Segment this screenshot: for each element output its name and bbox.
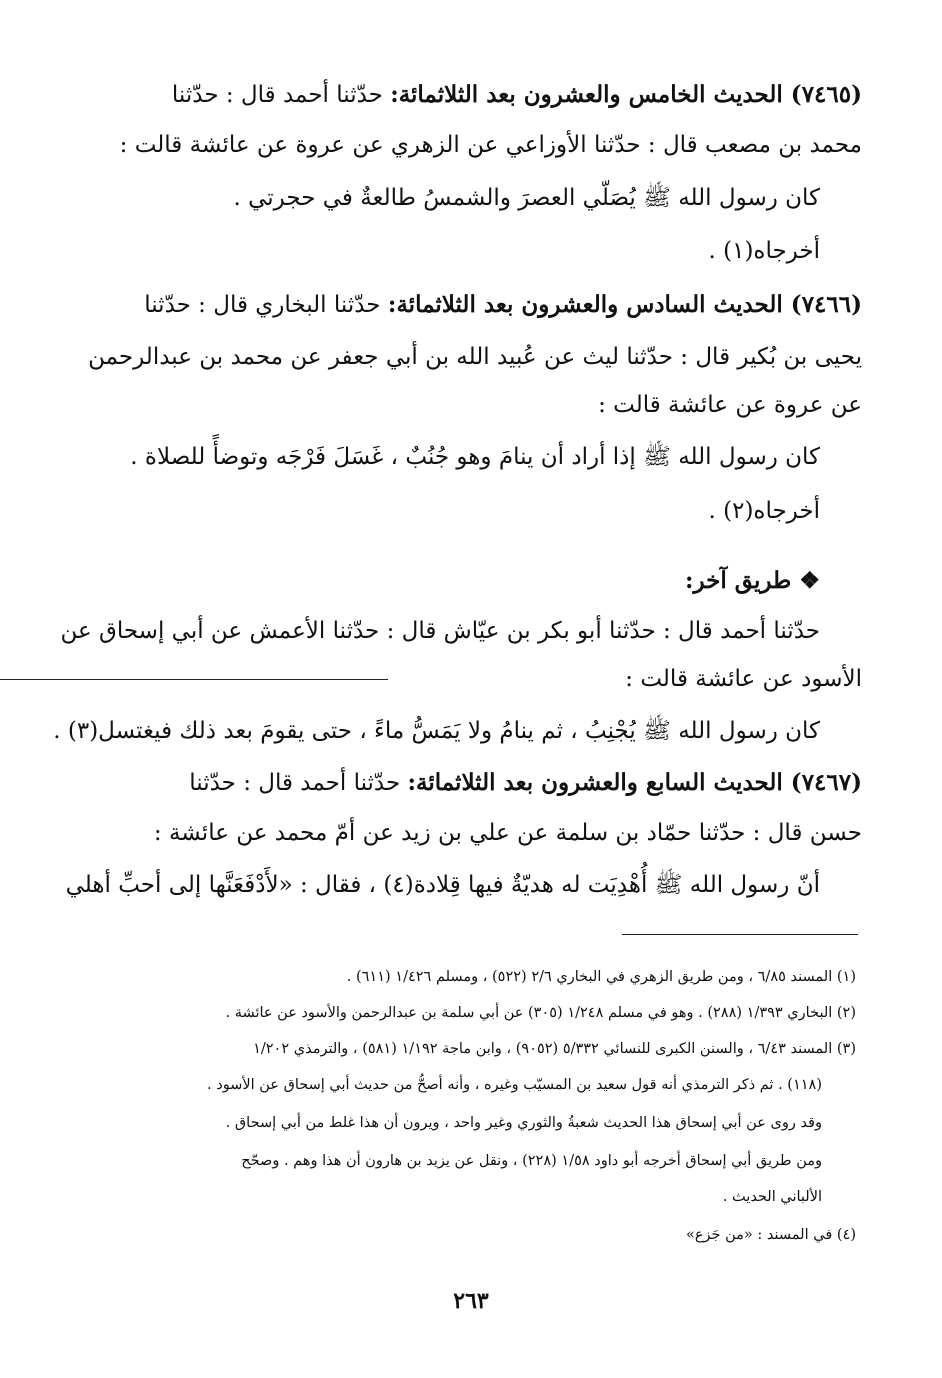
matn-line [53, 716, 820, 746]
isnad-line [598, 390, 862, 420]
isnad-text: حسن قال : حدّثنا حمّاد بن سلمة عن علي بن زيد عن أمّ محمد عن عائشة : [153, 820, 862, 846]
hadith-7465-heading [172, 80, 862, 110]
matn-text: كان رسول الله ﷺ يُجْنِبُ ، ثم ينامُ ولا يَمَسُّ ماءً ، حتى يقومَ بعد ذلك فيغتسل(٣) . [53, 718, 820, 744]
footnote-text: (٢) البخاري ١/٣٩٣ (٢٨٨) . وهو في مسلم ١/٢٤٨ (٣٠٥) عن أبي سلمة بن عبدالرحمن والأسود عن عائشة . [225, 1005, 856, 1021]
footnote-3-cont [241, 1150, 822, 1172]
hadith-number-title: (٧٤٦٧) الحديث السابع والعشرون بعد الثلاثمائة: [407, 769, 862, 796]
section-heading: ❖ طريق آخر: [684, 567, 820, 594]
footnote-4 [686, 1224, 856, 1246]
takhrij-text: أخرجاه(١) . [708, 238, 820, 264]
footnote-3 [253, 1038, 856, 1060]
takhrij-line [708, 236, 820, 266]
isnad-text: حدّثنا أحمد قال : حدّثنا [189, 770, 408, 796]
matn-text: كان رسول الله ﷺ إذا أراد أن ينامَ وهو جُنُبٌ ، غَسَلَ فَرْجَه وتوضأً للصلاة . [130, 444, 820, 470]
takhrij-text: أخرجاه(٢) . [708, 498, 820, 524]
isnad-text: يحيى بن بُكير قال : حدّثنا ليث عن عُبيد الله بن أبي جعفر عن محمد بن عبدالرحمن [88, 344, 862, 370]
footnote-2 [226, 1002, 856, 1024]
isnad-text: حدّثنا أحمد قال : حدّثنا أبو بكر بن عيّاش قال : حدّثنا الأعمش عن أبي إسحاق عن [60, 618, 820, 644]
isnad-text: حدّثنا البخاري قال : حدّثنا [144, 292, 388, 318]
footnote-text: وقد روى عن أبي إسحاق هذا الحديث شعبةُ والثوري وغير واحد ، ويرون أن هذا غلط من أبي إسحاق . [225, 1115, 822, 1131]
hadith-number-title: (٧٤٦٥) الحديث الخامس والعشرون بعد الثلاثمائة: [390, 81, 862, 108]
isnad-line [625, 664, 862, 694]
footnote-1 [347, 966, 856, 988]
isnad-text: حدّثنا أحمد قال : حدّثنا [171, 82, 391, 108]
another-route-heading [685, 566, 820, 596]
hadith-7466-heading [144, 290, 862, 320]
page-number: ٢٦٣ [453, 1288, 489, 1314]
footnote-text: (٣) المسند ٦/٤٣ ، والسنن الكبرى للنسائي ٥/٣٣٢ (٩٠٥٢) ، وابن ماجة ١/١٩٢ (٥٨١) ، والترمذي ١/٢٠٢ [253, 1041, 856, 1057]
footnote-separator [622, 934, 858, 935]
matn-line [233, 183, 820, 213]
isnad-text: محمد بن مصعب قال : حدّثنا الأوزاعي عن الزهري عن عروة عن عائشة قالت : [119, 132, 862, 158]
matn-line [66, 870, 820, 900]
footnote-text: (١) المسند ٦/٨٥ ، ومن طريق الزهري في البخاري ٢/٦ (٥٢٢) ، ومسلم ١/٤٢٦ (٦١١) . [346, 969, 856, 985]
footnote-text: الألباني الحديث . [722, 1189, 822, 1205]
footnote-text: (٤) في المسند : «من جَزع» [686, 1227, 856, 1243]
hadith-number-title: (٧٤٦٦) الحديث السادس والعشرون بعد الثلاثمائة: [387, 291, 862, 318]
takhrij-line [708, 496, 820, 526]
footnote-3-cont [723, 1186, 822, 1208]
matn-text: كان رسول الله ﷺ يُصَلّي العصرَ والشمسُ طالعةٌ في حجرتي . [233, 185, 820, 211]
margin-rule [0, 679, 388, 680]
isnad-text: الأسود عن عائشة قالت : [625, 666, 862, 692]
isnad-line [154, 818, 862, 848]
matn-text: أنّ رسول الله ﷺ أُهْدِيَت له هديّةٌ فيها قِلادة(٤) ، فقال : «لأَدْفَعَنَّها إلى أحبِّ أهلي [65, 872, 820, 898]
footnote-3-cont [207, 1074, 822, 1096]
hadith-7467-heading [189, 768, 862, 798]
footnote-text: (١١٨) . ثم ذكر الترمذي أنه قول سعيد بن المسيّب وغيره ، وأنه أصحُّ من حديث أبي إسحاق عن الأسود . [207, 1077, 822, 1093]
isnad-text: عن عروة عن عائشة قالت : [598, 392, 862, 418]
isnad-line [120, 130, 862, 160]
footnote-text: ومن طريق أبي إسحاق أخرجه أبو داود ١/٥٨ (٢٢٨) ، ونقل عن يزيد بن هارون أن هذا وهم . وصحّح [241, 1153, 822, 1169]
footnote-3-cont [226, 1112, 822, 1134]
isnad-line [88, 342, 862, 372]
matn-line [130, 442, 820, 472]
isnad-line [60, 616, 820, 646]
